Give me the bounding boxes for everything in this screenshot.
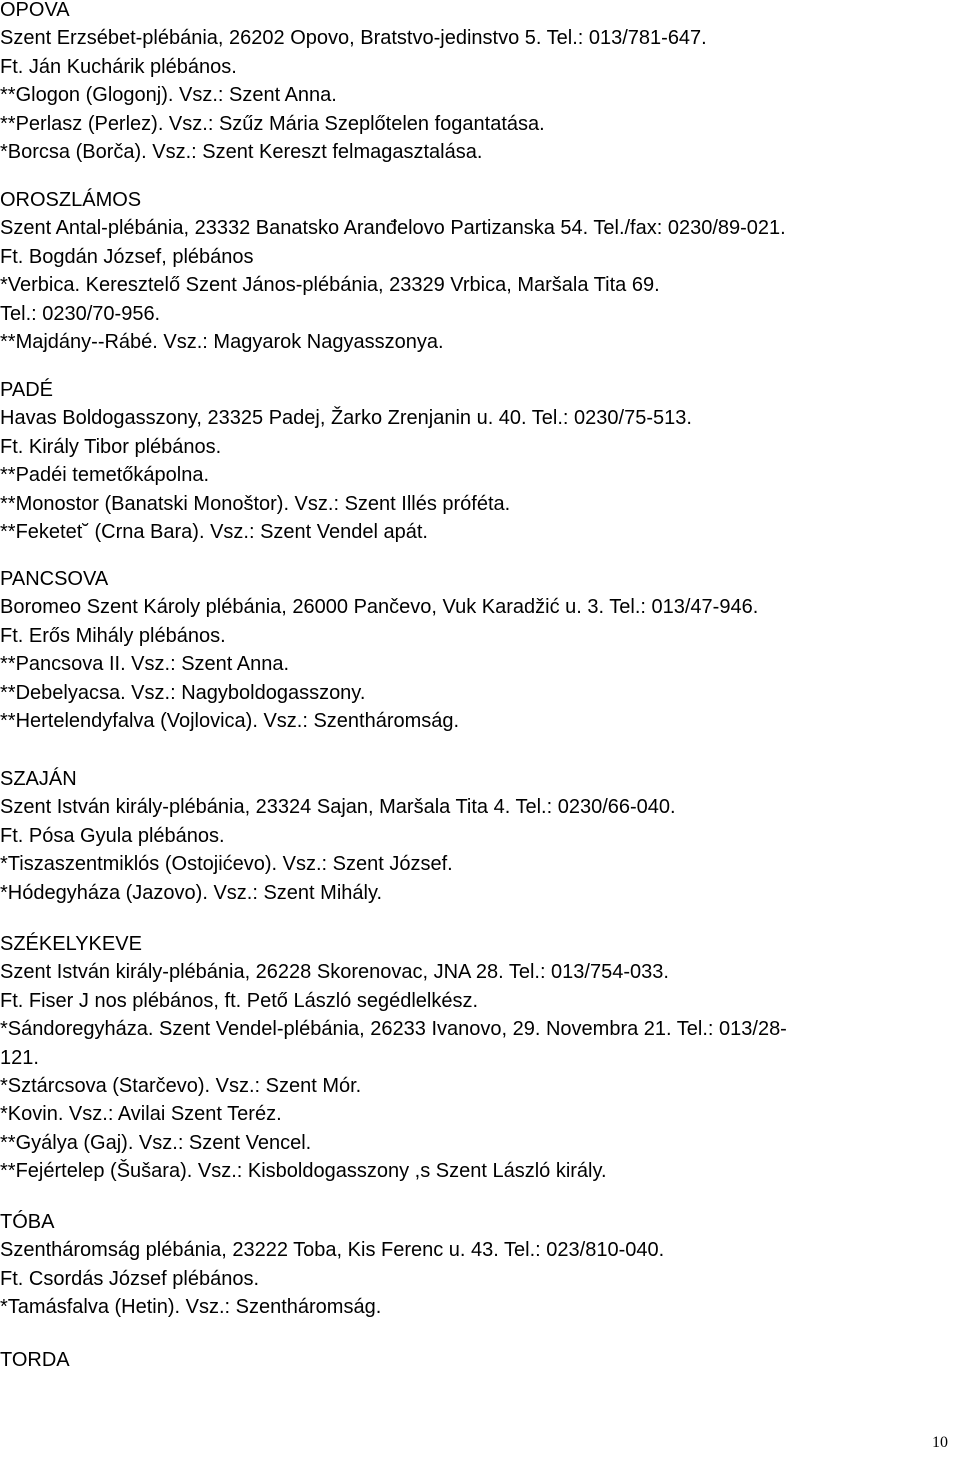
text-line: 121. bbox=[0, 1046, 39, 1069]
section-heading: SZAJÁN bbox=[0, 768, 77, 790]
text-line: Ft. Király Tibor plébános. bbox=[0, 435, 222, 458]
text-line: **Fejértelep (Šušara). Vsz.: Kisboldogasszony ,s Szent László király. bbox=[0, 1160, 607, 1183]
section-oroszlamos bbox=[0, 186, 960, 356]
text-line: Havas Boldogasszony, 23325 Padej, Žarko Zrenjanin u. 40. Tel.: 0230/75-513. bbox=[0, 407, 692, 430]
text-line: Szent István király-plébánia, 23324 Sajan, Maršala Tita 4. Tel.: 0230/66-040. bbox=[0, 796, 676, 819]
section-heading: PANCSOVA bbox=[0, 568, 109, 590]
text-line: Ft. Ján Kuchárik plébános. bbox=[0, 55, 237, 78]
text-line: **Debelyacsa. Vsz.: Nagyboldogasszony. bbox=[0, 681, 366, 704]
text-line: *Sándoregyháza. Szent Vendel-plébánia, 26233 Ivanovo, 29. Novembra 21. Tel.: 013/28- bbox=[0, 1018, 787, 1041]
section-heading: TORDA bbox=[0, 1349, 70, 1371]
text-line: *Verbica. Keresztelő Szent János-plébánia, 23329 Vrbica, Maršala Tita 69. bbox=[0, 274, 660, 297]
section-torda bbox=[0, 1346, 960, 1374]
text-line: Ft. Pósa Gyula plébános. bbox=[0, 824, 225, 847]
section-opova bbox=[0, 0, 960, 166]
section-heading: SZÉKELYKEVE bbox=[0, 933, 142, 955]
section-toba bbox=[0, 1208, 960, 1322]
text-line: **Monostor (Banatski Monoštor). Vsz.: Szent Illés próféta. bbox=[0, 492, 511, 515]
section-heading: TÓBA bbox=[0, 1211, 55, 1233]
section-heading: PADÉ bbox=[0, 379, 53, 401]
text-line: *Hódegyháza (Jazovo). Vsz.: Szent Mihály. bbox=[0, 881, 383, 904]
text-line: **Perlasz (Perlez). Vsz.: Szűz Mária Szeplőtelen fogantatása. bbox=[0, 112, 545, 135]
text-line: Szent István király-plébánia, 26228 Skorenovac, JNA 28. Tel.: 013/754-033. bbox=[0, 961, 669, 984]
text-line: **Pancsova II. Vsz.: Szent Anna. bbox=[0, 653, 290, 676]
section-heading: OROSZLÁMOS bbox=[0, 189, 142, 211]
text-line: *Borcsa (Borča). Vsz.: Szent Kereszt felmagasztalása. bbox=[0, 140, 483, 163]
section-szekelykeve bbox=[0, 930, 960, 1186]
page-number: 10 bbox=[932, 1434, 948, 1451]
text-line: Tel.: 0230/70-956. bbox=[0, 302, 161, 325]
section-heading: OPOVA bbox=[0, 0, 70, 21]
text-line: **Padéi temetőkápolna. bbox=[0, 464, 210, 487]
section-pade bbox=[0, 376, 960, 546]
text-line: Boromeo Szent Károly plébánia, 26000 Pančevo, Vuk Karadžić u. 3. Tel.: 013/47-946. bbox=[0, 596, 759, 619]
text-line: **Hertelendyfalva (Vojlovica). Vsz.: Szentháromság. bbox=[0, 709, 460, 732]
text-line: Ft. Erős Mihály plébános. bbox=[0, 624, 226, 647]
text-line: Ft. Bogdán József, plébános bbox=[0, 245, 254, 268]
text-line: *Tamásfalva (Hetin). Vsz.: Szentháromság. bbox=[0, 1296, 382, 1319]
text-line: Szent Erzsébet-plébánia, 26202 Opovo, Bratstvo-jedinstvo 5. Tel.: 013/781-647. bbox=[0, 27, 707, 50]
text-line: Szent Antal-plébánia, 23332 Banatsko Aranđelovo Partizanska 54. Tel./fax: 0230/89-021. bbox=[0, 217, 786, 240]
text-line: **Feketet˘ (Crna Bara). Vsz.: Szent Vendel apát. bbox=[0, 520, 428, 543]
text-line: **Glogon (Glogonj). Vsz.: Szent Anna. bbox=[0, 84, 337, 107]
section-pancsova bbox=[0, 565, 960, 735]
text-line: **Gyálya (Gaj). Vsz.: Szent Vencel. bbox=[0, 1131, 312, 1154]
text-line: *Tiszaszentmiklós (Ostojićevo). Vsz.: Szent József. bbox=[0, 853, 453, 876]
text-line: Ft. Csordás József plébános. bbox=[0, 1267, 260, 1290]
text-line: Szentháromság plébánia, 23222 Toba, Kis Ferenc u. 43. Tel.: 023/810-040. bbox=[0, 1239, 665, 1262]
section-szajan bbox=[0, 765, 960, 907]
text-line: Ft. Fiser J nos plébános, ft. Pető László segédlelkész. bbox=[0, 989, 479, 1012]
text-line: *Sztárcsova (Starčevo). Vsz.: Szent Mór. bbox=[0, 1074, 362, 1097]
text-line: *Kovin. Vsz.: Avilai Szent Teréz. bbox=[0, 1103, 282, 1126]
text-line: **Majdány--Rábé. Vsz.: Magyarok Nagyasszonya. bbox=[0, 330, 444, 353]
